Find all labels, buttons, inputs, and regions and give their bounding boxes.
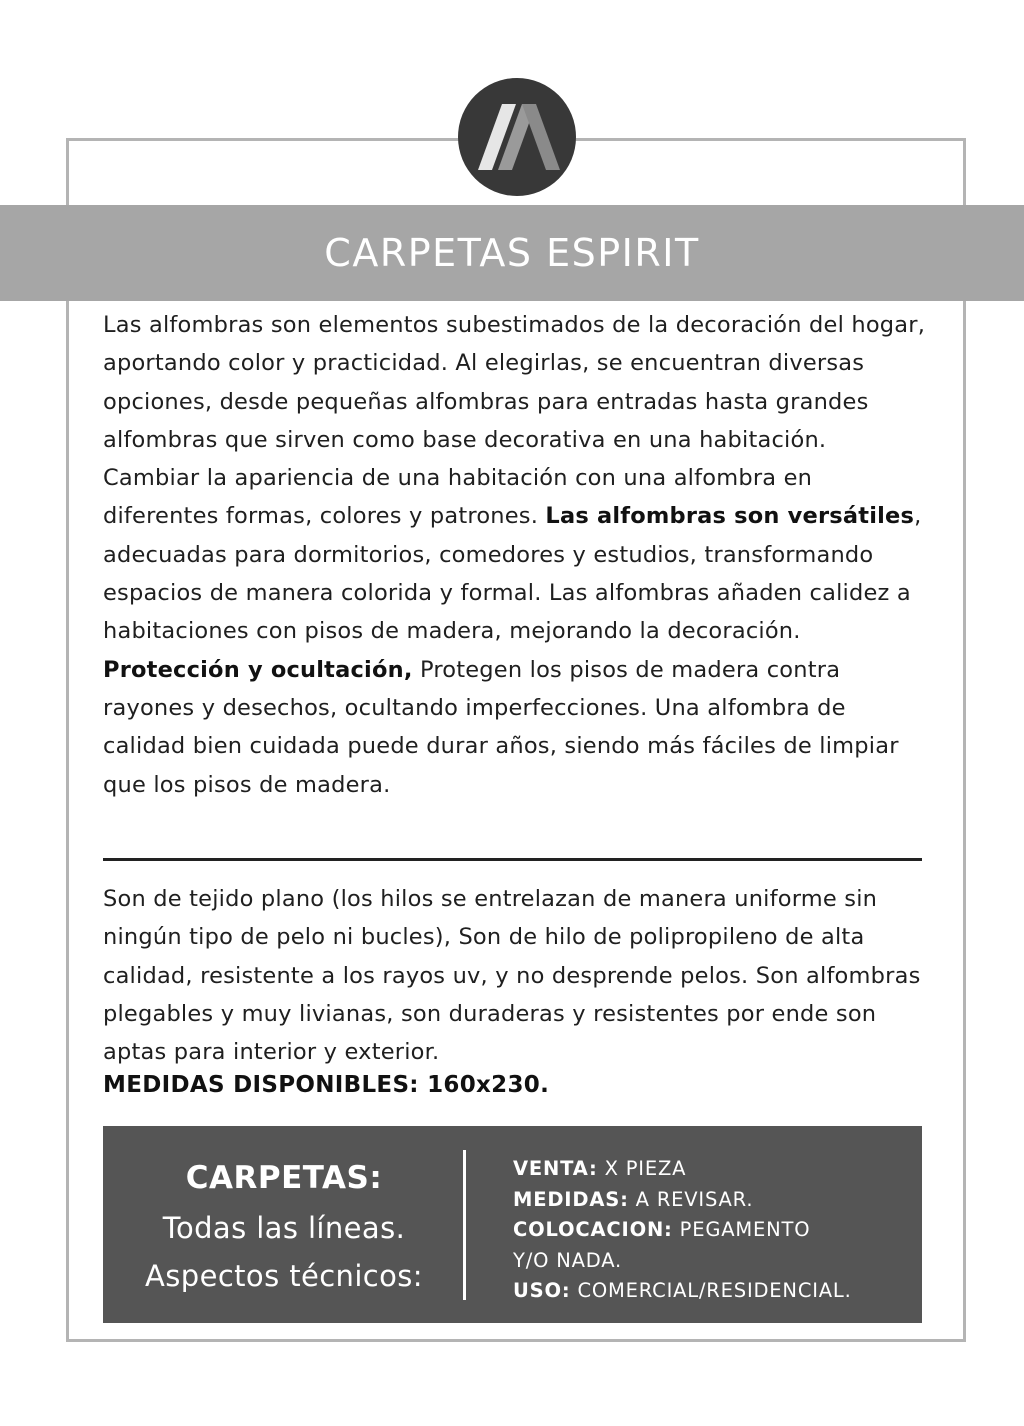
spec-row-uso (513, 1276, 913, 1307)
spec-box (103, 1126, 922, 1323)
spec-label-uso: USO: (513, 1279, 571, 1302)
spec-row-venta (513, 1154, 913, 1185)
spec-row-colocacion (513, 1215, 913, 1246)
spec-value-uso: COMERCIAL/RESIDENCIAL. (570, 1279, 852, 1302)
spec-line-lines: Todas las líneas. (162, 1211, 406, 1245)
spec-label-colocacion: COLOCACION: (513, 1218, 673, 1241)
technical-paragraph: Son de tejido plano (los hilos se entrelazan de manera uniforme sin ningún tipo de pelo ni bucles), Son de hilo de polipropileno de alta calidad, resistente a los rayos uv, y no desprende pelos. Son alfombras plegables y muy livianas, son duraderas y resistentes por ende son aptas para interior y exterior. (103, 886, 921, 1066)
spec-row-colocacion-cont: Y/O NADA. (513, 1248, 623, 1272)
intro-text-2: , adecuadas para dormitorios, comedores y estudios, transformando espacios de manera colorida y formal. Las alfombras añaden calidez a habitaciones con pisos de madera, mejorando la decoración. (103, 503, 922, 645)
intro-text-3: Protegen los pisos de madera contra rayones y desechos, ocultando imperfecciones. Una alfombra de calidad bien cuidada puede durar años, siendo más fáciles de limpiar que los pisos de madera. (103, 656, 899, 798)
intro-bold-proteccion: Protección y ocultación, (103, 656, 413, 683)
spec-summary (103, 1126, 465, 1323)
spec-row-medidas (513, 1185, 913, 1216)
spec-line-technical: Aspectos técnicos: (145, 1259, 423, 1293)
spec-details (513, 1154, 913, 1307)
available-sizes: MEDIDAS DISPONIBLES: 160x230. (103, 1072, 550, 1098)
intro-text-1: Las alfombras son elementos subestimados de la decoración del hogar, aportando color y practicidad. Al elegirlas, se encuentran diversas opciones, desde pequeñas alfombras para entradas hasta grandes alfombras que sirven como base decorativa en una habitación. Cambiar la apariencia de una habitación con una alfombra en diferentes formas, colores y patrones. (103, 312, 926, 530)
section-divider (103, 858, 922, 861)
spec-separator (463, 1150, 466, 1300)
brand-logo (458, 78, 576, 196)
spec-value-medidas: A REVISAR. (628, 1187, 754, 1211)
spec-label-venta: VENTA: (513, 1157, 598, 1180)
intro-bold-versatiles: Las alfombras son versátiles (545, 503, 915, 530)
spec-heading: CARPETAS: (185, 1160, 383, 1196)
intro-paragraph (103, 306, 928, 804)
spec-value-venta: X PIEZA (597, 1157, 687, 1180)
logo-mark-icon (458, 78, 576, 196)
page-title: CARPETAS ESPIRIT (324, 231, 700, 275)
spec-label-medidas: MEDIDAS: (513, 1187, 629, 1211)
title-band (0, 205, 1024, 301)
spec-value-colocacion: PEGAMENTO (672, 1218, 811, 1241)
